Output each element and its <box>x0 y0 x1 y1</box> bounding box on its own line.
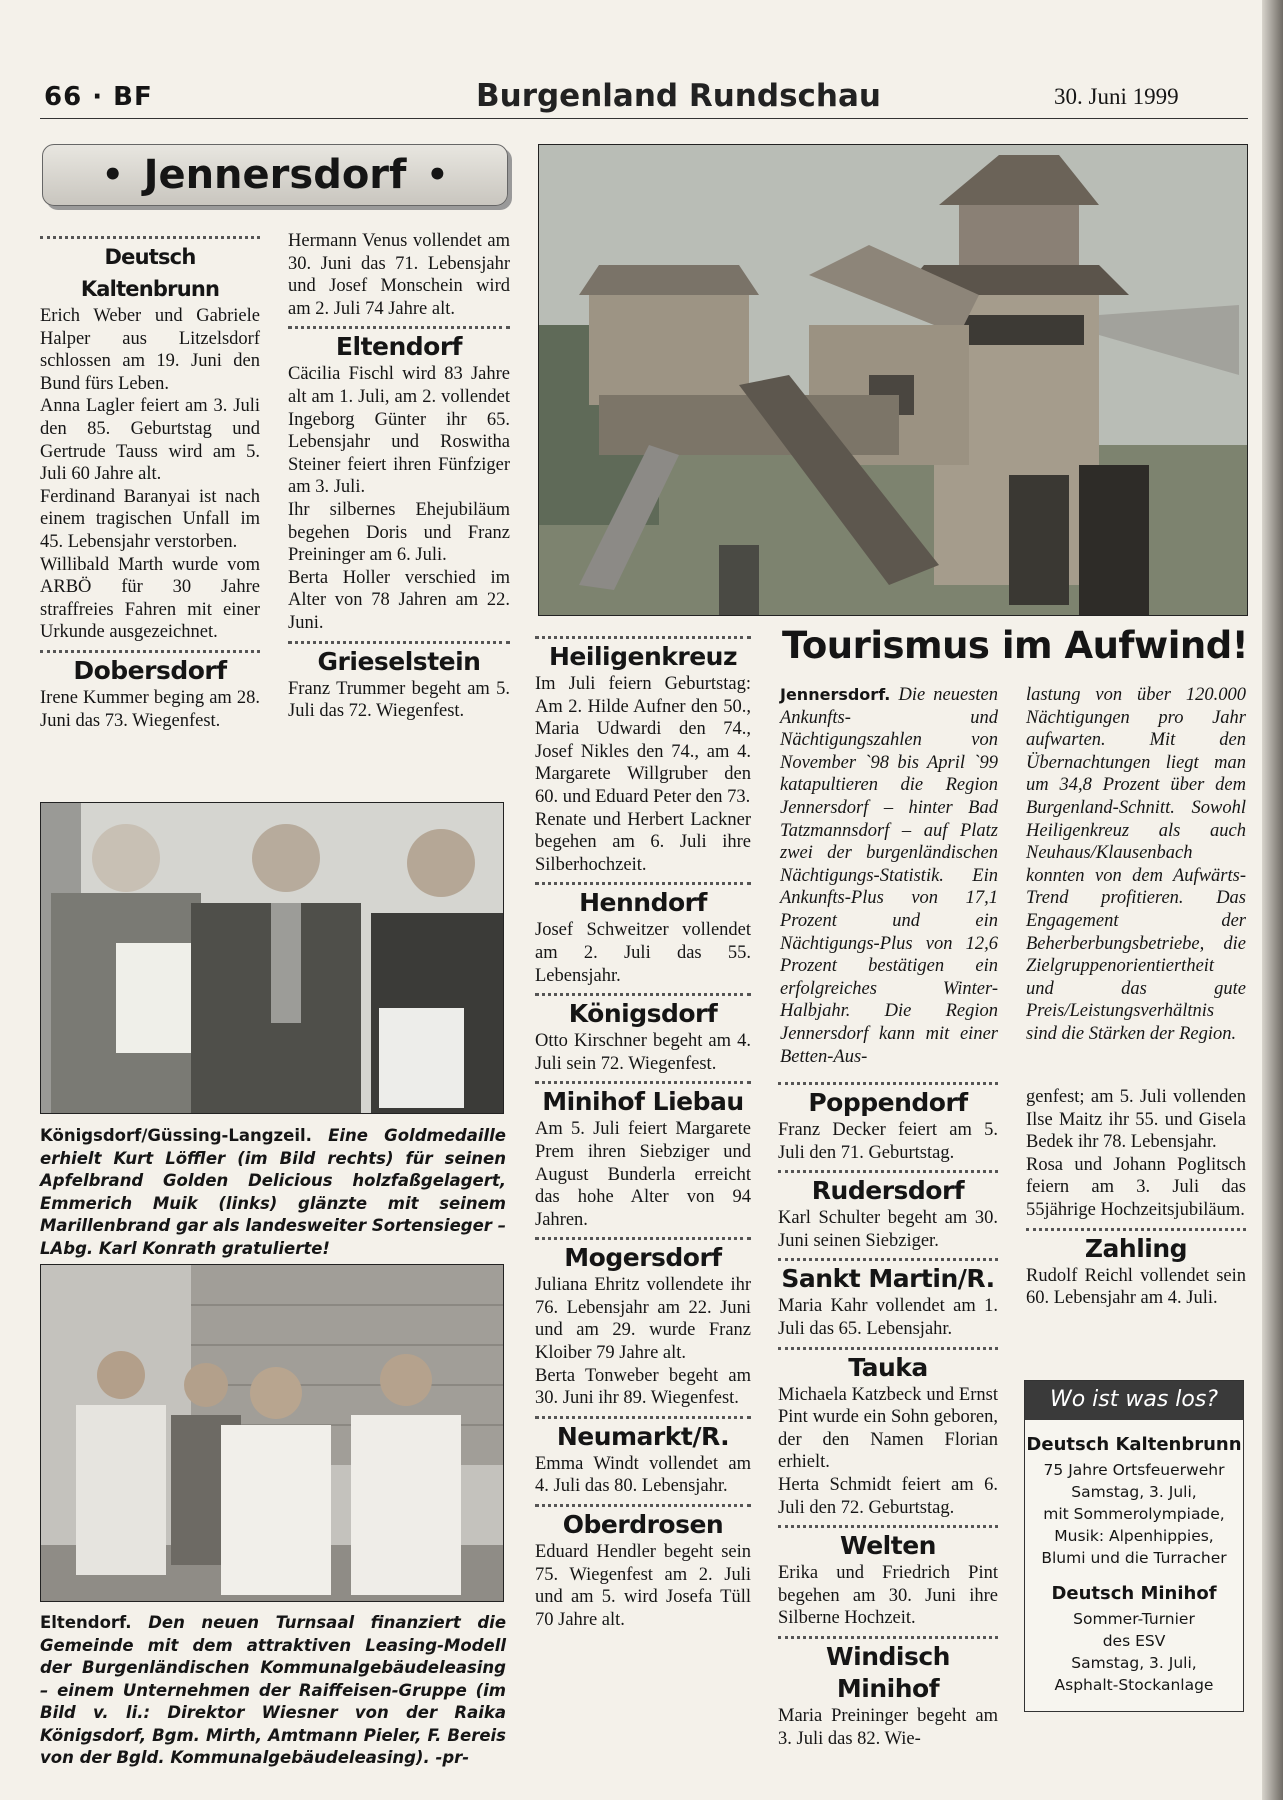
locality-heading: Zahling <box>1084 1233 1188 1263</box>
news-paragraph: Irene Kummer beging am 28. Juni das 73. Wiegenfest. <box>40 687 260 731</box>
dotted-divider <box>288 641 510 644</box>
locality-heading: Grieselstein <box>317 646 481 676</box>
page-number: 66 · BF <box>44 82 153 112</box>
locality-heading: Minihof Liebau <box>542 1087 744 1117</box>
award-illustration <box>41 803 504 1114</box>
event-line: Blumi und die Turracher <box>1041 1549 1227 1567</box>
locality-heading: Königsdorf <box>568 999 718 1029</box>
dotted-divider <box>778 1525 998 1528</box>
newspaper-title: Burgenland Rundschau <box>476 78 881 114</box>
news-paragraph: Berta Holler verschied im Alter von 78 Jahren am 22. Juni. <box>288 567 510 633</box>
news-paragraph: Hermann Venus vollendet am 30. Juni das 71. Lebensjahr und Josef Monschein wird am 2. Juli 74 Jahre alt. <box>288 231 510 319</box>
news-paragraph: Willibald Marth wurde vom ARBÖ für 30 Jahre straffreies Fahren mit einer Urkunde ausgezeichnet. <box>40 554 260 643</box>
event-line: Asphalt-Stockanlage <box>1054 1676 1214 1694</box>
events-box <box>1024 1380 1244 1712</box>
dotted-divider <box>778 1636 998 1639</box>
news-paragraph: Maria Preininger begeht am 3. Juli das 82. Wie- <box>778 1705 998 1749</box>
dotted-divider <box>535 1237 751 1240</box>
locality-heading: Tauka <box>848 1352 928 1382</box>
news-paragraph: Maria Kahr vollendet am 1. Juli das 65. Lebensjahr. <box>778 1296 998 1339</box>
news-paragraph: Rosa und Johann Poglitsch feiern am 3. Juli das 55jährige Hochzeitsjubiläum. <box>1026 1154 1246 1220</box>
scan-edge <box>1262 0 1283 1800</box>
bullet-icon: • <box>426 155 449 195</box>
news-paragraph: Renate und Herbert Lackner begehen am 6. Juli ihre Silberhochzeit. <box>535 809 751 875</box>
dotted-divider <box>288 326 510 329</box>
locality-heading: Dobersdorf <box>73 655 227 685</box>
news-paragraph: genfest; am 5. Juli vollenden Ilse Maitz ihr 55. und Gisela Bedek ihr 78. Lebensjahr. <box>1026 1087 1246 1153</box>
locality-heading: Windisch Minihof <box>826 1641 950 1703</box>
news-paragraph: Franz Trummer begeht am 5. Juli das 72. Wiegenfest. <box>288 678 510 722</box>
news-paragraph: Anna Lagler feiert am 3. Juli den 85. Geburtstag und Gertrude Tauss wird am 5. Juli 60 Jahre alt. <box>40 396 260 485</box>
feature-text-right <box>1026 684 1246 1046</box>
caption-dateline: Königsdorf/Güssing-Langzeil. <box>40 1126 312 1145</box>
news-paragraph: Rudolf Reichl vollendet sein 60. Lebensjahr am 4. Juli. <box>1026 1265 1246 1309</box>
event-place: Deutsch Minihof <box>1051 1583 1217 1604</box>
dotted-divider <box>535 1504 751 1507</box>
news-paragraph: Otto Kirschner begeht am 4. Juli sein 72. Wiegenfest. <box>535 1031 751 1074</box>
news-paragraph: Franz Decker feiert am 5. Juli den 71. Geburtstag. <box>778 1120 998 1163</box>
column-3 <box>535 630 751 1631</box>
news-paragraph: Ihr silbernes Ehejubiläum begehen Doris und Franz Preininger am 6. Juli. <box>288 499 510 566</box>
caption-dateline: Eltendorf. <box>40 1613 132 1632</box>
group-illustration <box>41 1265 504 1602</box>
caption-text: Den neuen Turnsaal finanziert die Gemeinde mit dem attraktiven Leasing-Modell der Burgenländischen Kommunalgebäudeleasing – einem Unternehmen der Raiffeisen-Gruppe (im Bild v. li.: Direktor Wiesner von der Raika Königsdorf, Bgm. Mirth, Amtmann Pieler, F. Bereis von der Bgld. Kommunalgebäudeleasing). -pr- <box>40 1613 507 1767</box>
column-1 <box>40 230 260 732</box>
news-paragraph: Ferdinand Baranyai ist nach einem tragischen Unfall im 45. Lebensjahr verstorben. <box>40 486 260 552</box>
feature-text-left <box>780 684 998 1068</box>
locality-heading: Eltendorf <box>335 332 463 362</box>
locality-heading: Welten <box>840 1531 936 1561</box>
locality-heading: Poppendorf <box>808 1088 968 1117</box>
locality-heading: Henndorf <box>579 888 707 918</box>
feature-dateline: Jennersdorf. <box>780 685 891 704</box>
event-line: Musik: Alpenhippies, <box>1054 1527 1214 1545</box>
dotted-divider <box>40 650 260 653</box>
events-box-title: Wo ist was los? <box>1025 1381 1243 1420</box>
event-line: Samstag, 3. Juli, <box>1071 1483 1197 1501</box>
event-line: des ESV <box>1102 1632 1166 1650</box>
dotted-divider <box>778 1170 998 1173</box>
news-paragraph: Berta Tonweber begeht am 30. Juni ihr 89. Wiegenfest. <box>535 1365 751 1409</box>
section-title: Jennersdorf <box>143 152 407 198</box>
feature-body-left: Die neuesten Ankunfts- und Nächtigungszahlen von November `98 bis April `99 katapultieren die Region Jennersdorf – hinter Bad Tatzmannsdorf – auf Platz zwei der burgenländischen Nächtigungs-Statistik. Ein Ankunfts-Plus von 17,1 Prozent und ein Nächtigungs-Plus von 12,6 Prozent bestätigen ein erfolgreiches Winter-Halbjahr. Die Region Jennersdorf kann mit einer Betten-Aus- <box>780 685 999 1067</box>
feature-body-right: lastung von über 120.000 Nächtigungen pro Jahr aufwarten. Mit den Übernachtungen liegt man um 34,8 Prozent über dem Burgenland-Schnitt. Sowohl Heiligenkreuz als auch Neuhaus/Klausenbach konnten von dem Aufwärts-Trend profitieren. Das Engagement der Beherberbungsbetriebe, die Zielgruppenorientiertheit und das gute Preis/Leistungsverhältnis sind die Stärken der Region. <box>1026 685 1246 1044</box>
news-paragraph: Am 5. Juli feiert Margarete Prem ihren Siebziger und August Bunderla erreicht das hohe Alter von 94 Jahren. <box>535 1119 751 1230</box>
column-5 <box>1026 1086 1246 1310</box>
caption-text: Eine Goldmedaille erhielt Kurt Löffler (im Bild rechts) für seinen Apfelbrand Golden Delicious holzfaßgelagert, Emmerich Muik (links) glänzte mit seinem Marillenbrand gar als landesweiter Sortensieger – LAbg. Karl Konrath gratulierte! <box>40 1126 506 1258</box>
event-line: mit Sommerolympiade, <box>1043 1505 1225 1523</box>
news-paragraph: Im Juli feiern Geburtstag: Am 2. Hilde Aufner den 50., Maria Udwardi den 74., Josef Nikles den 74., am 4. Margarete Willgruber den 60. und Eduard Peter den 73. <box>535 674 751 807</box>
dotted-divider <box>535 1416 751 1419</box>
news-paragraph: Emma Windt vollendet am 4. Juli das 80. Lebensjahr. <box>535 1453 751 1497</box>
event-line: 75 Jahre Ortsfeuerwehr <box>1043 1461 1225 1479</box>
photo-caption <box>40 1612 506 1770</box>
news-paragraph: Erika und Friedrich Pint begehen am 30. Juni ihre Silberne Hochzeit. <box>778 1563 998 1629</box>
photo-eltendorf-group <box>40 1264 504 1602</box>
masthead-rule <box>40 118 1248 119</box>
dotted-divider <box>535 882 751 885</box>
news-paragraph: Eduard Hendler begeht sein 75. Wiegenfest am 2. Juli und am 5. wird Josefa Tüll 70 Jahre alt. <box>535 1542 751 1630</box>
bullet-icon: • <box>101 155 124 195</box>
dotted-divider <box>778 1082 998 1085</box>
photo-award-ceremony <box>40 802 504 1114</box>
locality-heading: Mogersdorf <box>564 1243 722 1273</box>
dotted-divider <box>535 1081 751 1084</box>
news-paragraph: Herta Schmidt feiert am 6. Juli den 72. Geburtstag. <box>778 1474 998 1518</box>
locality-heading: Rudersdorf <box>811 1176 965 1206</box>
dotted-divider <box>40 236 260 239</box>
dotted-divider <box>1026 1228 1246 1231</box>
news-paragraph: Karl Schulter begeht am 30. Juni seinen Siebziger. <box>778 1208 998 1251</box>
locality-heading: Sankt Martin/R. <box>781 1264 995 1294</box>
dotted-divider <box>778 1347 998 1350</box>
news-paragraph: Cäcilia Fischl wird 83 Jahre alt am 1. Juli, am 2. vollendet Ingeborg Günter ihr 65. Lebensjahr und Roswitha Steiner feiert ihren Fünfziger am 3. Juli. <box>288 364 510 498</box>
event-place: Deutsch Kaltenbrunn <box>1026 1434 1242 1455</box>
news-paragraph: Erich Weber und Gabriele Halper aus Litzelsdorf schlossen am 19. Juni den Bund fürs Leben. <box>40 306 260 394</box>
locality-heading: Oberdrosen <box>562 1510 724 1540</box>
photo-caption <box>40 1125 506 1260</box>
news-paragraph: Michaela Katzbeck und Ernst Pint wurde ein Sohn geboren, der den Namen Florian erhielt. <box>778 1384 998 1473</box>
news-paragraph: Josef Schweitzer vollendet am 2. Juli das 55. Lebensjahr. <box>535 920 751 986</box>
dotted-divider <box>535 636 751 639</box>
section-banner <box>42 144 508 206</box>
column-2 <box>288 230 510 723</box>
locality-heading: Neumarkt/R. <box>556 1421 730 1451</box>
news-paragraph: Juliana Ehritz vollendete ihr 76. Lebensjahr am 22. Juni und am 29. wurde Franz Kloiber 79 Jahre alt. <box>535 1275 751 1364</box>
playground-illustration <box>539 145 1248 616</box>
column-4 <box>778 1076 998 1750</box>
locality-heading: Heiligenkreuz <box>549 642 737 671</box>
event-line: Sommer-Turnier <box>1073 1610 1195 1628</box>
feature-headline: Tourismus im Aufwind! <box>782 624 1249 667</box>
issue-date: 30. Juni 1999 <box>1054 84 1179 109</box>
photo-playground-tower <box>538 144 1248 616</box>
dotted-divider <box>778 1258 998 1261</box>
dotted-divider <box>535 993 751 996</box>
event-line: Samstag, 3. Juli, <box>1071 1654 1197 1672</box>
locality-heading: Deutsch Kaltenbrunn <box>80 245 220 301</box>
